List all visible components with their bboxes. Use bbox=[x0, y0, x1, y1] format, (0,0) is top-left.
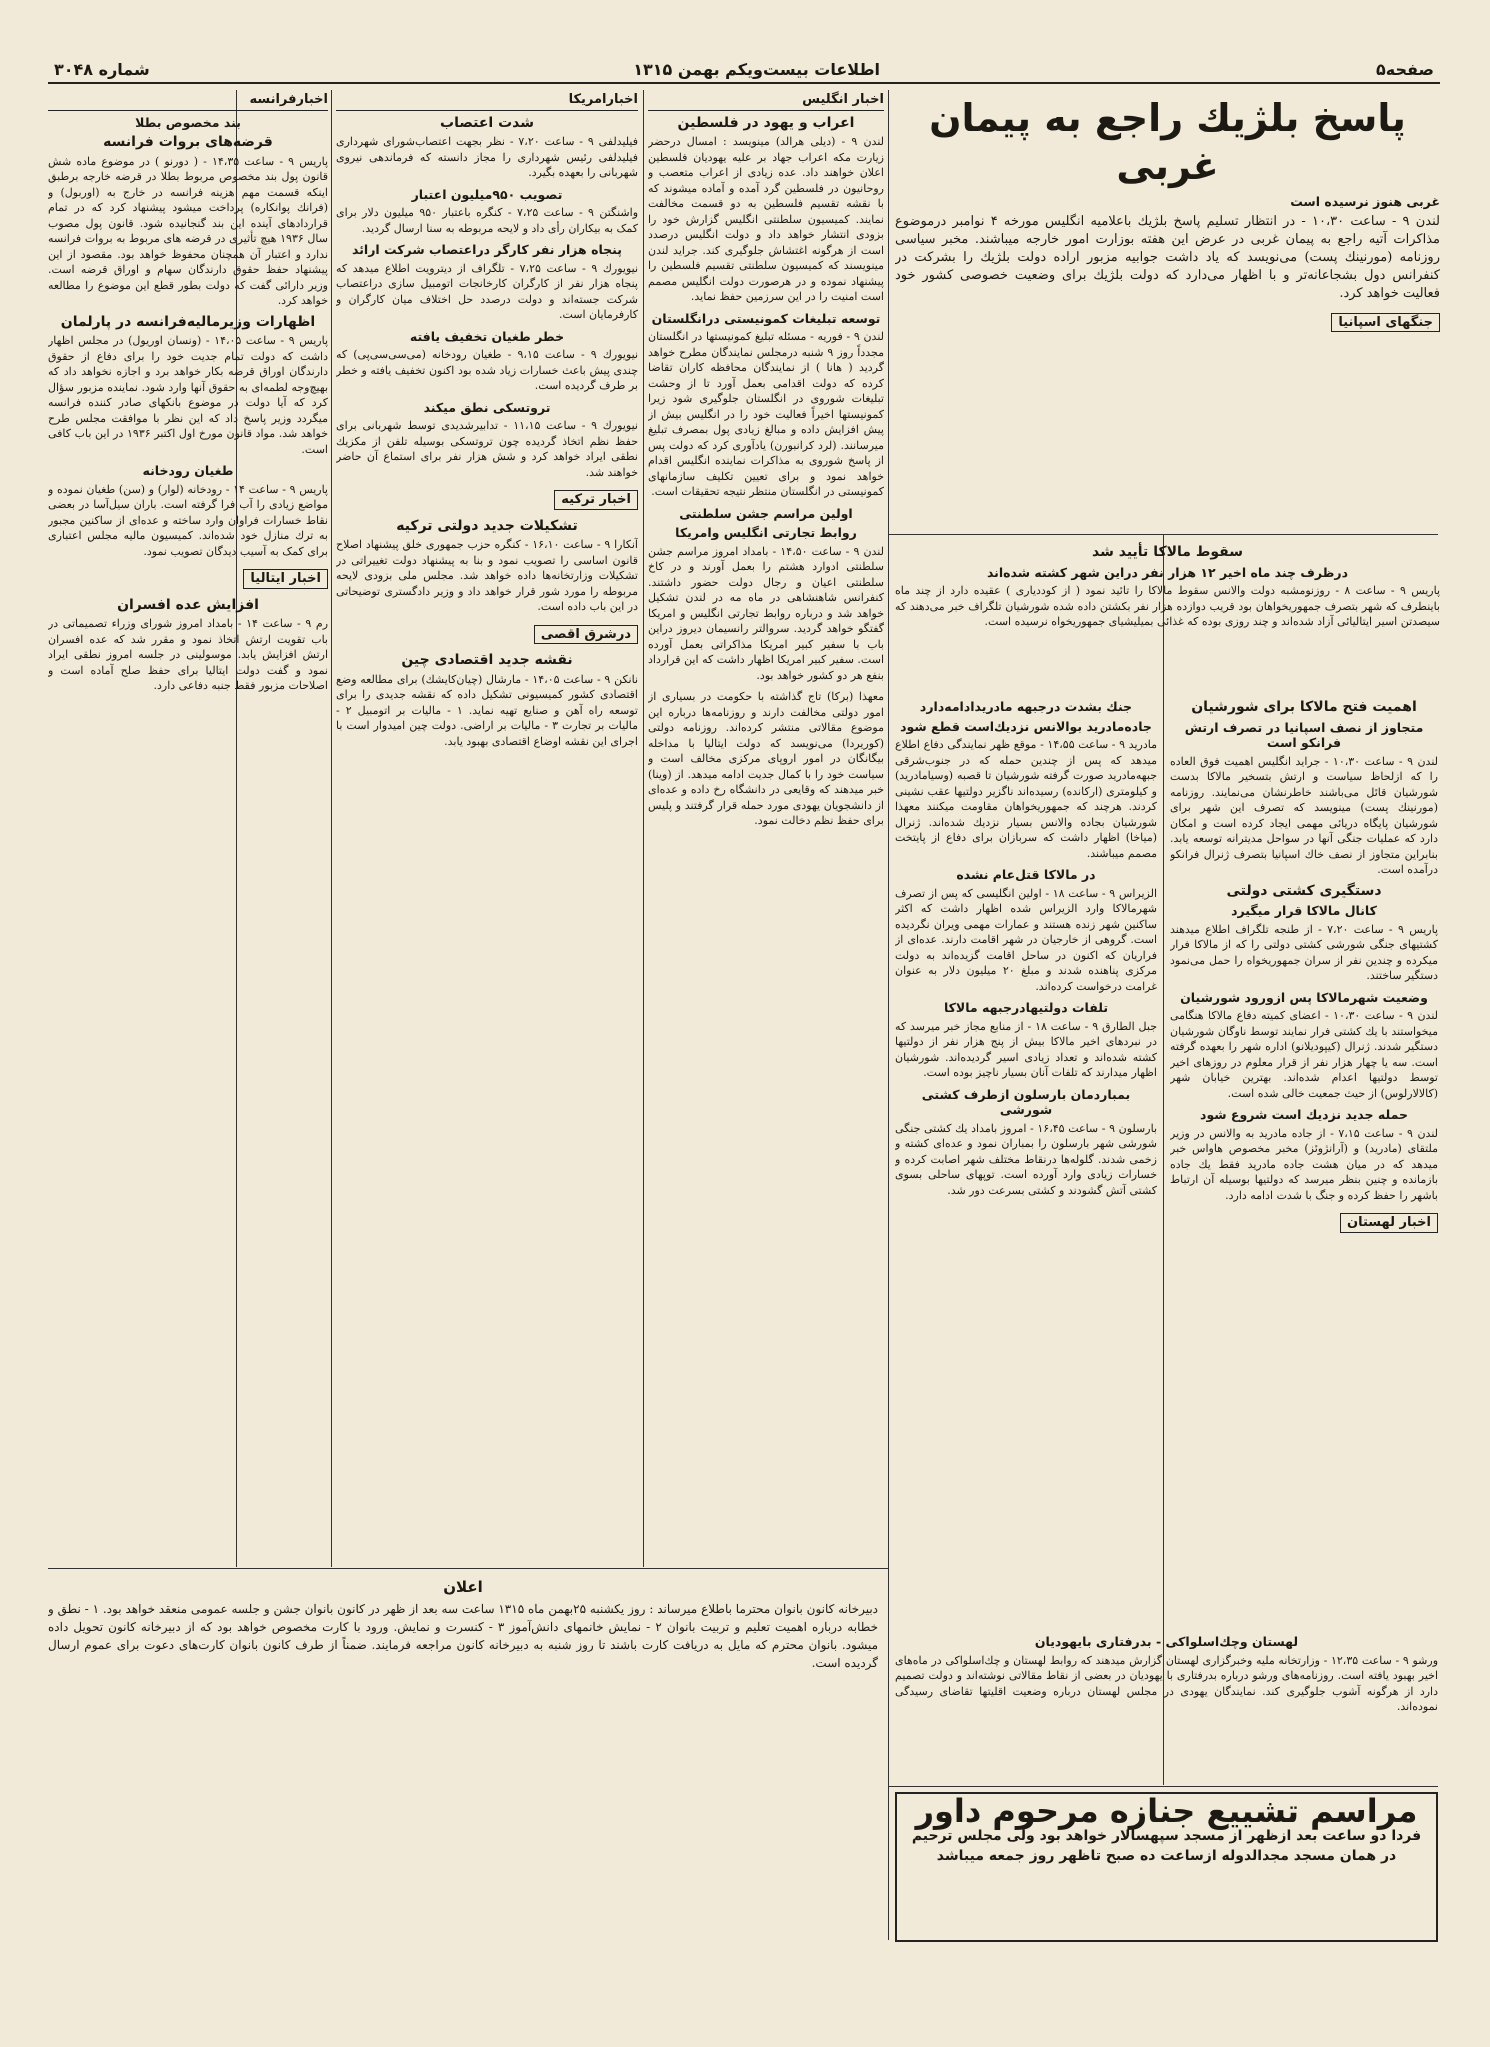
budget-body: واشنگتن ۹ - ساعت ۷،۲۵ - کنگره باعتبار ۹۵۰ میلیون دلار برای کمک به بیکاران رأی داد و لایحه مربوطه به سنا ارسال گردید. bbox=[336, 206, 638, 235]
italy-body: رم ۹ - ساعت ۱۴ - بامداد امروز شورای وزراء تصمیماتی در باب تقویت ارتش اتخاذ نمود و مقرر شد که عده افسران ارتش افزایش یابد. موسولینی در جلسه امروز نطقی ایراد نمود و گفت دولت ایتالیا برای حفظ صلح آماده است و اصلاحات مزبور فقط جنبه دفاعی دارد. bbox=[48, 617, 328, 692]
column-rule bbox=[1163, 535, 1164, 1785]
importance-body: لندن ۹ - ساعت ۱۰،۳۰ - جراید انگلیس اهمیت فوق العاده را که ازلحاظ سیاست و ارتش بتسخیر مالاکا بدست شورشیان قائل می‌باشند خاطرنشان می‌نمایند. روزنامه (مورنینك پست) مینویسد که تصرف این شهر برای شورشیان پایگاه دریائی مهمی ایجاد کرده است و امکان دارد که عملیات جنگی آنها در سواحل مدیترانه توسعه یابد. بنابراین متجاوز از نصف خاك اسپانیا بتصرف ژنرال فرانکو درآمده است. bbox=[1170, 754, 1438, 876]
strike-body: نیویورك ۹ - ساعت ۷،۲۵ - تلگراف از دیترویت اطلاع میدهد که پنجاه هزار نفر از کارگران کارخانجات اتومبیل سازی دراعتصاب شرکت جسته‌اند و دولت درصدد حل اختلاف میان کارگران و کارفرمایان است. bbox=[336, 261, 638, 321]
minister-headline: اظهارات وزیرمالیه‌فرانسه در پارلمان bbox=[60, 313, 316, 330]
america-section-label: اخبارامریکا bbox=[336, 90, 638, 111]
palestine-headline: اعراب و یهود در فلسطین bbox=[677, 114, 855, 131]
tension-headline: شدت اعتصاب bbox=[440, 114, 534, 131]
gold-subhead: قرضه‌های بروات فرانسه bbox=[103, 134, 273, 150]
column-rule bbox=[888, 90, 889, 1940]
poland-section-label: اخبار لهستان bbox=[1340, 1213, 1438, 1233]
flood-body: نیویورك ۹ - ساعت ۹،۱۵ - طغیان رودخانه (می‌سی‌سی‌پی) که چندی پیش باعث خسارات زیاد شده بود اکنون تخفیف یافته و خطر بر طرف گردیده است. bbox=[336, 348, 638, 392]
city-status-headline: وضعیت شهرمالاکا پس ازورود شورشیان bbox=[1180, 989, 1428, 1005]
issue-number: شماره ۳۰۴۸ bbox=[54, 60, 150, 79]
war-madrid-headline: جنك بشدت درجبهه مادریدادامه‌دارد bbox=[919, 699, 1133, 714]
section-rule bbox=[48, 1568, 888, 1569]
france-column bbox=[48, 90, 328, 1564]
england-section-label: اخبار انگلیس bbox=[648, 90, 884, 111]
gold-headline: بند مخصوص بطلا bbox=[135, 114, 241, 130]
madrid-column bbox=[895, 695, 1157, 1783]
poland-body: ورشو ۹ - ساعت ۱۲،۳۵ - وزارتخانه ملیه وخبرگزاری لهستان گزارش میدهند که روابط لهستان و چك‌اسلواکی در ماه‌های اخیر بهبود یافته است. روزنامه‌های ورشو درباره بدرفتاری با یهودیان در بعضی از نقاط مقالاتی نوشته‌اند و دولت تصمیم دارد از هرگونه آشوب جلوگیری کند. نمایندگان یهودی در مجلس لهستان درباره وضعیت اقلیتها تقاضای رسیدگی نموده‌اند. bbox=[895, 1653, 1438, 1713]
china-headline: نقشه جدید اقتصادی چین bbox=[401, 652, 573, 668]
strike-headline: پنجاه هزار نفر کارگر دراعتصاب شرکت ارائد bbox=[352, 242, 622, 257]
america-column bbox=[336, 90, 638, 1564]
italy-section-label: اخبار ایتالیا bbox=[243, 569, 328, 589]
malaga-article bbox=[895, 540, 1440, 690]
malaga-subhead: درظرف چند ماه اخیر ۱۲ هزار نفر دراین شهر کشته شده‌اند bbox=[986, 564, 1349, 580]
trotsky-headline: تروتسکی نطق میکند bbox=[423, 399, 551, 415]
city-status-body: لندن ۹ - ساعت ۱۰،۳۰ - اعضای کمیته دفاع مالاکا هنگامی میخواستند با یك کشتی فرار نمایند توسط ناوگان شورشیان دستگیر شدند. ژنرال (کیپودیلانو) اداره شهر را بعهده گرفته است. سه یا چهار هزار نفر از قرار معلوم در روزهای اخیر توسط دولتیها اعدام شده‌اند. بهترین خیابان شهر (کالالارلوس) از حیث جمعیت خالی شده است. bbox=[1170, 1009, 1438, 1100]
coronation-body: لندن ۹ - ساعت ۱۴،۵۰ - بامداد امروز مراسم جشن سلطنتی ادوارد هشتم را بعمل آورند و در کاخ سلطنتی اعیان و رجال دولت حضور داشتند. کنفرانس شاهنشاهی در ماه مه در لندن تشکیل خواهد شد و درباره روابط تجارتی انگلیس و امریکا گفتگو خواهد گردید. سروالتر رانسیمان دیروز دراین باب با سفیر کبیر امریکا مذاکراتی بعمل آورده است. سفیر کبیر امریکا اظهار داشت که این قرارداد بنفع هر دو کشور خواهد بود. bbox=[648, 544, 884, 682]
right-column bbox=[1170, 695, 1438, 1783]
malaga-body: پاریس ۹ - ساعت ۸ - روزنومشبه دولت والانس سقوط مالاکا را تائید نمود ( از کوددیاری ) عقیده دارد از چند ماه باینطرف که شهر بتصرف جمهوریخواهان بود قریب دوازده هزار نفر بکشتن داده شده شورشیان تلگراف خبر می‌دهند که سیصدتن اسیر ایتالیائی آزاد شده‌اند و چند روزی بوده که غذائی بمیلیشیای جمهوریخواه نرسیده است. bbox=[895, 584, 1440, 628]
turkey-headline: تشکیلات جدید دولتی ترکیه bbox=[396, 517, 578, 534]
turkey-section-label: اخبار ترکیه bbox=[554, 490, 638, 510]
column-rule bbox=[643, 90, 644, 1567]
new-attack-body: لندن ۹ - ساعت ۷،۱۵ - از جاده مادرید به والانس در وزیر ملتقای (مادرید) و (آرانژوئز) مخبر مخصوص هاواس خبر میدهد که در میان هشت جاده مادرید فقط یك جاده بازمانده و چنین بنظر میرسد که دولتیها بوسیله آن ارتباط باشهر را حفظ کرده و جنگ با شدت ادامه دارد. bbox=[1170, 1126, 1438, 1202]
funeral-headline: مراسم تشییع جنازه مرحوم داور bbox=[915, 1792, 1418, 1830]
belgium-subhead: غربی هنوز نرسیده است bbox=[1290, 194, 1440, 209]
fareast-section-label: درشرق اقصی bbox=[534, 625, 638, 645]
france-section-label: اخبارفرانسه bbox=[48, 90, 328, 111]
belgium-article bbox=[895, 90, 1440, 532]
warship-headline: دستگیری کشتی دولتی bbox=[1226, 882, 1382, 899]
notice-body: دبیرخانه کانون بانوان محترما باطلاع میرساند : روز یکشنبه ۲۵بهمن ماه ۱۳۱۵ ساعت سه بعد از ظهر در کانون بانوان جشن و جلسه عمومی منعقد خواهد بود. ۱ - نطق و خطابه درباره اهمیت تعلیم و تربیت بانوان ۲ - نمایش خانمهای دانش‌آموز ۳ - کنسرت و نمایش. ورود با کارت مخصوص خواهد بود که از دبیرخانه کانون تحویل داده میشود. بانوان محترم که مایل به دریافت کارت باشند تا روز شنبه به دبیرخانه کانون مراجعه فرمایند. ضمناً از طرف کانون بانوان کارت‌های دعوت برای عموم ارسال گردیده است. bbox=[48, 1601, 878, 1670]
importance-headline: اهمیت فتح مالاکا برای شورشیان bbox=[1191, 699, 1417, 715]
section-rule bbox=[888, 1786, 1438, 1787]
tension-body: فیلیدلفی ۹ - ساعت ۷،۲۰ - نظر بجهت اعتصاب‌شورای شهرداری فیلیدلفی رئیس شهرداری را مجاز دانسته که فرماندهی نیروی شهربانی را بعهده بگیرد. bbox=[336, 135, 638, 179]
funeral-line-2: در همان مسجد مجدالدوله ازساعت ده صبح تاظهر روز جمعه میباشد bbox=[936, 1847, 1397, 1864]
palestine-body: لندن ۹ - (دیلی هرالد) مینویسد : امسال درحضر زیارت مکه اعراب جهاد بر علیه یهودیان فلسطین اعلان خواهند داد. عده زیادی از اعراب متعصب و روحانیون در فلسطین گرد آمده و آماده میشوند که با نقشه تقسیم فلسطین به دو قسمت مخالفت نمایند. کمیسیون سلطنتی انگلیس گزارش خود را بزودی انتشار خواهد داد و دولت انگلیس درصدد است از هرگونه اغتشاش جلوگیری کند. جراید لندن مینویسند که کمیسیون سلطنتی تقسیم فلسطین را پیشنهاد نموده و در هرصورت دولت انگلیس مصمم است امنیت را در این سرزمین حفظ نماید. bbox=[648, 135, 884, 303]
importance-subhead: متجاوز از نصف اسپانیا در تصرف ارتش فرانکو است bbox=[1184, 719, 1424, 750]
coronation-subhead: روابط تجارتی انگلیس وامریکا bbox=[675, 525, 857, 540]
masthead bbox=[48, 52, 1440, 84]
poland-article bbox=[895, 1630, 1438, 1782]
river-headline: طغیان رودخانه bbox=[142, 463, 234, 478]
communist-headline: توسعه تبلیغات کمونیستی درانگلستان bbox=[651, 310, 881, 326]
new-attack-headline: حمله جدید نزدیك است شروع شود bbox=[1200, 1107, 1408, 1122]
warship-subhead: کانال مالاکا قرار میگیرد bbox=[1231, 903, 1377, 918]
column-rule bbox=[331, 90, 332, 1567]
italy-headline: افزایش عده افسران bbox=[117, 596, 259, 613]
page-label: صفحه۵ bbox=[1376, 60, 1434, 79]
turkey-body: آنکارا ۹ - ساعت ۱۶،۱۰ - کنگره حزب جمهوری خلق پیشنهاد اصلاح قانون اساسی را تصویب نمود و بنا به پیشنهاد دولت تغییراتی در تشکیلات وزارتخانه‌ها داده خواهد شد. مجلس ملی بزودی لایحه مربوطه را مورد شور قرار خواهد داد و وزیر دادگستری توضیحاتی در این باب داده است. bbox=[336, 538, 638, 613]
gold-body: پاریس ۹ - ساعت ۱۴،۳۵ - ( دورنو ) در موضوع ماده شش قانون پول بند مخصوص مربوط بطلا در قرضه خارجه برطبق اینکه قسمت مهم هزینه فرانسه در خارج به (اوربول) و (فرانك پوانکاره) پرداخت میشود پیشنهاد کرد که در تمام قراردادهای آینده این بند گنجانیده شود. قانون پول مصوب سال ۱۹۳۶ هیچ تأثیری در قرضه های مربوط به بروات فرانسه ندارد و اعتبار آن همچنان محفوظ خواهد بود. مقصود از این پیشنهاد حفظ حقوق دارندگان سهام و اوراق قرضه است. وزیر دارائی گفت که دولت بطور قطع این موضوع را مطالعه خواهد کرد. bbox=[48, 154, 328, 307]
funeral-announcement bbox=[895, 1792, 1438, 1942]
china-body: نانکن ۹ - ساعت ۱۴،۰۵ - مارشال (چیان‌کایشك) برای مطالعه وضع اقتصادی کشور کمیسیونی تشکیل داده که نقشه جدیدی را برای توسعه راه آهن و صنایع تهیه نماید. ۱ - مالیات بر اتومبیل ۲ - مالیات بر تجارت ۳ - مالیات بر اراضی. دولت چین امیدوار است با اجرای این نقشه اوضاع اقتصادی بهبود یابد. bbox=[336, 672, 638, 748]
notice-article bbox=[48, 1576, 878, 1941]
belgium-body: لندن ۹ - ساعت ۱۰،۳۰ - در انتظار تسلیم پاسخ بلژیك باعلامیه انگلیس مورخه ۴ نوامبر درموضوع مذاکرات آتیه راجع به پیمان غربی در عرض این هفته بوزارت امور خارجه میباشند. مخبر سیاسی روزنامه (مورنینك پست) می‌نویسد که یاد داشت جوابیه مزبور اراده دولت بلژیك را بشرکت در کنفرانس دول بشجاعانه‌تر و با اظهار می‌دارد که دولت بلژیك برای وضعیت خصوصی کشور خود فعالیت خواهد کرد. bbox=[895, 213, 1440, 301]
no-massacre-body: الزیراس ۹ - ساعت ۱۸ - اولین انگلیسی که پس از تصرف شهرمالاکا وارد الزیراس شده اظهار داشت که اکثر ساکنین شهر زنده هستند و عمارات مهمی ویران نگردیده است. گروهی از خارجیان در شهر اقامت دارند. عده‌ای از فراریان که اکنون در ساحل اقامت گزیده‌اند به دولت مرکزی پناهنده شدند و مبلغ ۲۰ میلیون دلار به عنوان غرامت درخواست کرده‌اند. bbox=[895, 886, 1157, 993]
war-madrid-body: مادرید ۹ - ساعت ۱۴،۵۵ - موقع ظهر نمایندگی دفاع اطلاع میدهد که پس از چندین حمله که در جنوب‌شرقی جبهه‌مادرید صورت گرفته شورشیان تا قصبه (وسیامادرید) و کیلومتری (ارکانده) رسیده‌اند ناگزیر دولتیها عقب نشینی کردند. هرچند که جمهوریخواهان مقاومت میکنند معهذا شورشیان بجاده والانس بسیار نزدیك شده‌اند. ژنرال (میاخا) اظهار داشت که سربازان برای دفاع از پایتخت مصمم میباشند. bbox=[895, 738, 1157, 860]
losses-headline: تلفات دولتیهادرجبهه مالاکا bbox=[943, 1000, 1109, 1015]
england-column bbox=[648, 90, 884, 1564]
poland-headline: لهستان وچك‌اسلواکی - بدرفتاری بایهودیان bbox=[1034, 1634, 1299, 1649]
budget-headline: تصویب ۹۵۰میلیون اعتبار bbox=[411, 186, 563, 202]
warship-body: پاریس ۹ - ساعت ۷،۲۰ - از طنجه تلگراف اطلاع میدهند کشتیهای جنگی شورشی کشتی دولتی را که از مالاکا فرار میکرده و چندین نفر از سران جمهوریخواه را حمل می‌نمود دستگیر ساختند. bbox=[1170, 922, 1438, 982]
war-madrid-subhead: جاده‌مادرید بوالانس نزدیك‌است قطع شود bbox=[900, 718, 1152, 734]
communist-body: لندن ۹ - فوریه - مسئله تبلیغ کمونیستها در انگلستان مجدداً روز ۹ شنبه درمجلس نمایندگان مطرح خواهد گردید ( هانا ) از نمایندگان محافظه کاران تقاضا کرده که دولت اقدامی بعمل آورد تا از وحشت تبلیغات شوروی در انگلستان جلوگیری شود زیرا کمونیستها اخیراً فعالیت خود را در انگلیس بیش از پیش افزایش داده و مبالغ زیادی پول بمصرف تبلیغ میرسانند. (لرد کرانبورن) یادآوری کرد که دولت پس از پاسخ شوروی به مذاکرات نماینده انگلیس اقدام خواهد نمود و برای تعیین تکلیف سازمانهای کمونیستی در انگلستان منتظر نتیجه تحقیقات است. bbox=[648, 330, 884, 498]
coronation-headline: اولین مراسم جشن سلطنتی bbox=[679, 505, 853, 521]
flood-headline: خطر طغیان تخفیف یافته bbox=[409, 328, 565, 344]
no-massacre-headline: در مالاکا قتل‌عام نشده bbox=[956, 867, 1096, 882]
losses-body: جبل الطارق ۹ - ساعت ۱۸ - از منابع مجاز خبر میرسد که در نبردهای اخیر مالاکا بیش از پنج هزار نفر از دولتیها کشته شده‌اند و تعداد زیادی اسیر گردیده‌اند. شورشیان اظهار میدارند که تلفات آنان بسیار ناچیز بوده است. bbox=[895, 1019, 1157, 1079]
belgium-headline: پاسخ بلژیك راجع به پیمان غربی bbox=[929, 96, 1406, 188]
funeral-line-1: فردا دو ساعت بعد ازظهر از مسجد سپهسالار خواهد بود ولی مجلس ترحیم bbox=[911, 1827, 1422, 1844]
minister-body: پاریس ۹ - ساعت ۱۴،۰۵ - (ونسان اوریول) در مجلس اظهار داشت که دولت تمام جدیت خود را برای دفاع از حقوق دارندگان اوراق قرضه بکار خواهد برد و اجازه نخواهد داد که بهیچ‌وجه لطمه‌ای به حقوق آنها وارد شود. نماینده مزبور سؤال کرد که آیا دولت در موضوع بانکهای صادر کننده فرانسه میگردد وزیر پاسخ داد که این نظر با موافقت مجلس طرح خواهد شد. مواد قانون مورخ اول اکتبر ۱۹۳۶ در این باب کافی است. bbox=[48, 334, 328, 456]
river-body: پاریس ۹ - ساعت ۱۴ - رودخانه (لوار) و (سن) طغیان نموده و مواضع زیادی را آب فرا گرفته است. باران سیل‌آسا در بعضی نقاط خسارات فراوان وارد ساخته و عده‌ای از ساکنین مجبور به ترك منازل خود شده‌اند. کمیسیون مالیه مجلس اعتباری برای کمک به آسیب دیدگان تصویب نمود. bbox=[48, 482, 328, 558]
notice-title: اعلان bbox=[443, 1578, 483, 1596]
trotsky-body: نیویورك ۹ - ساعت ۱۱،۱۵ - تدابیرشدیدی توسط شهربانی برای حفظ نظم اتخاذ گردیده چون تروتسکی بوسیله تلفن از مکزیك نطقی ایراد خواهد کرد و شش هزار نفر برای استماع آن حاضر خواهند شد. bbox=[336, 419, 638, 479]
date-line: اطلاعات بیست‌ویکم بهمن ۱۳۱۵ bbox=[633, 60, 880, 79]
barcelona-body: بارسلون ۹ - ساعت ۱۶،۴۵ - امروز بامداد یك کشتی جنگی شورشی شهر بارسلون را بمباران نمود و عده‌ای کشته و زخمی شدند. گلوله‌ها درنقاط مختلف شهر اصابت کرده و خسارات زیادی وارد آورده است. توپهای ساحلی بسوی کشتی آتش گشودند و کشتی بسرعت دور شد. bbox=[895, 1121, 1157, 1197]
section-rule bbox=[888, 534, 1438, 535]
barcelona-headline: بمباردمان بارسلون ازطرف کشتی شورشی bbox=[921, 1086, 1131, 1117]
malaga-headline: سقوط مالاکا تأیید شد bbox=[1092, 544, 1243, 560]
misc-body: معهذا (برکا) تاج گذاشته با حکومت در بسیاری از امور دولتی مخالفت دارند و روزنامه‌ها درباره این موضوع مقالاتی منتشر کرده‌اند. روزنامه دولتی (کوریردا) می‌نویسد که دولت ایتالیا با مداخله بیگانگان در امور اروپای مرکزی مخالف است و سیاست خود را با کمال جدیت ادامه میدهد. از (وینا) خبر میدهند که وقایعی در دانشگاه رخ داده و عده‌ای از دانشجویان یهودی مورد حمله قرار گرفتند و پلیس برای حفظ نظم دخالت نمود. bbox=[648, 690, 884, 827]
spain-section-label: جنگهای اسپانیا bbox=[1331, 313, 1440, 333]
